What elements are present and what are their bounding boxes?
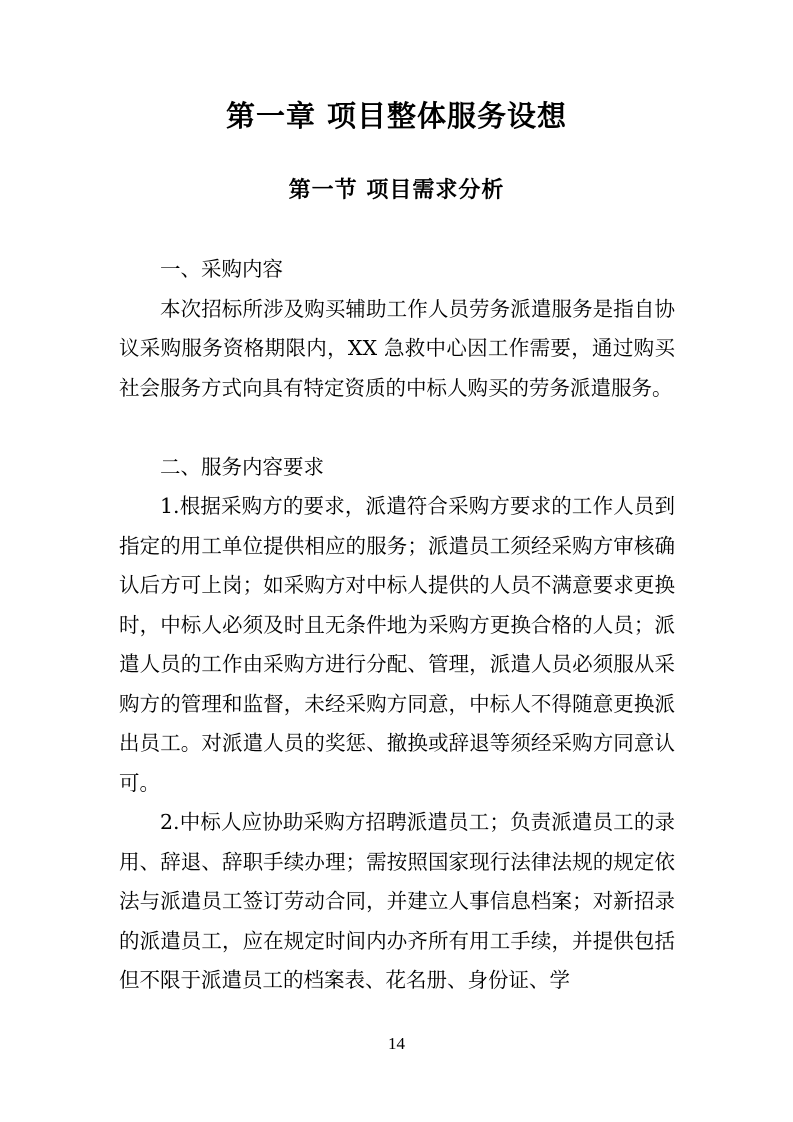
body-text — [119, 250, 675, 1001]
subsection-heading-2: 二、服务内容要求 — [160, 454, 324, 479]
paragraph-requirement-2: 2.中标人应协助采购方招聘派遣员工；负责派遣员工的录用、辞退、辞职手续办理；需按照国家现行法律法规的规定依法与派遣员工签订劳动合同，并建立人事信息档案；对新招录的派遣员工，应在规定时间内办齐所有用工手续，并提供包括但不限于派遣员工的档案表、花名册、身份证、学 — [119, 810, 675, 992]
paragraph-requirement-1: 1.根据采购方的要求，派遣符合采购方要求的工作人员到指定的用工单位提供相应的服务；派遣员工须经采购方审核确认后方可上岗；如采购方对中标人提供的人员不满意要求更换时，中标人必须及时且无条件地为采购方更换合格的人员；派遣人员的工作由采购方进行分配、管理，派遣人员必须服从采购方的管理和监督，未经采购方同意，中标人不得随意更换派出员工。对派遣人员的奖惩、撤换或辞退等须经采购方同意认可。 — [119, 494, 675, 795]
section-title: 第一节 项目需求分析 — [288, 178, 505, 203]
page-number: 14 — [388, 1034, 405, 1053]
chapter-title: 第一章 项目整体服务设想 — [225, 99, 568, 133]
paragraph-procurement-content: 本次招标所涉及购买辅助工作人员劳务派遣服务是指自协议采购服务资格期限内，XX 急救中心因工作需要，通过购买社会服务方式向具有特定资质的中标人购买的劳务派遣服务。 — [119, 296, 675, 400]
subsection-heading-1: 一、采购内容 — [160, 257, 283, 281]
paragraph-spacer — [119, 408, 675, 448]
